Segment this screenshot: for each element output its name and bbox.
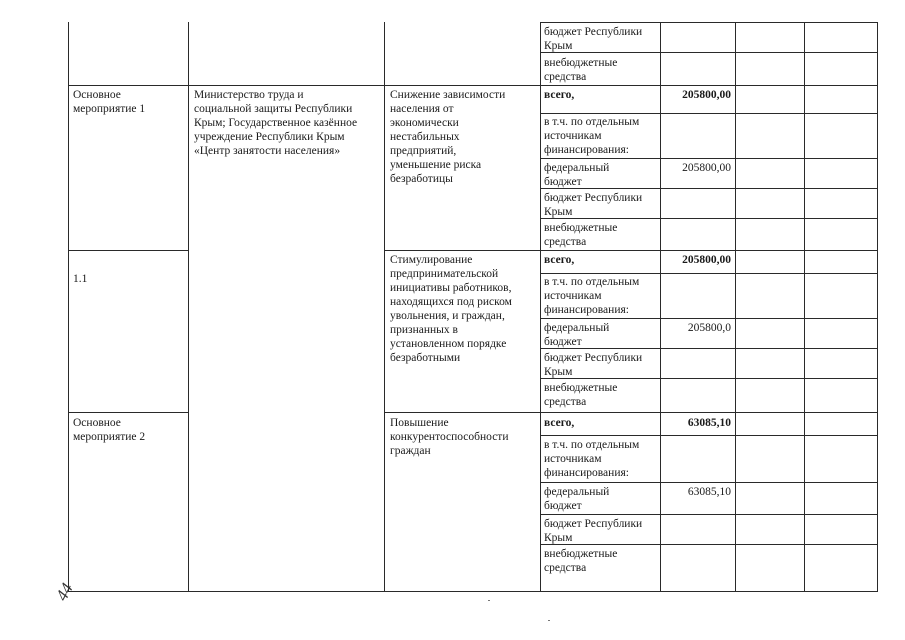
activity-code: Основное мероприятие 2 xyxy=(73,417,146,443)
description-cell: Стимулирование предпринимательской инициативы работников, находящихся под риском увольнения, и граждан, признанных в установленном порядке безработными xyxy=(390,254,512,364)
col-border-1 xyxy=(188,22,189,592)
description-cell: Снижение зависимости населения от экономически нестабильных предприятий, уменьшение риска безработицы xyxy=(390,89,506,185)
row-border xyxy=(540,435,878,436)
group-border xyxy=(384,412,878,413)
amount-cell: 63085,10 xyxy=(687,417,731,429)
page-number-mark: 44 xyxy=(52,579,77,604)
description-cell: Повышение конкурентоспособности граждан xyxy=(390,417,509,457)
source-cell: бюджет Республики Крым xyxy=(544,192,643,218)
amount-cell: 205800,00 xyxy=(682,254,731,266)
group-border xyxy=(68,85,878,86)
source-cell: бюджет Республики Крым xyxy=(544,26,643,52)
row-border xyxy=(540,482,878,483)
source-cell: федеральный бюджет xyxy=(544,162,610,188)
col-border-7 xyxy=(877,22,878,592)
source-cell: всего, xyxy=(544,89,575,101)
group-border xyxy=(68,250,188,251)
row-border xyxy=(540,514,878,515)
table-bottom-border xyxy=(68,591,878,592)
col-border-6 xyxy=(804,22,805,592)
scan-speck xyxy=(548,620,550,621)
executor-cell: Министерство труда и социальной защиты Республики Крым; Государственное казённое учреждение Республики Крым «Центр занятости населения» xyxy=(194,89,358,157)
source-cell: всего, xyxy=(544,254,575,266)
col-border-3 xyxy=(540,22,541,592)
source-cell: в т.ч. по отдельным источникам финансирования: xyxy=(544,439,640,479)
amount-cell: 63085,10 xyxy=(687,486,731,498)
source-cell: внебюджетные средства xyxy=(544,222,618,248)
group-border xyxy=(384,250,878,251)
scan-speck xyxy=(488,600,490,601)
source-cell: в т.ч. по отдельным источникам финансирования: xyxy=(544,116,640,156)
source-cell: в т.ч. по отдельным источникам финансирования: xyxy=(544,276,640,316)
group-border xyxy=(68,412,188,413)
col-border-4 xyxy=(660,22,661,592)
col-border-0 xyxy=(68,22,69,592)
source-cell: внебюджетные средства xyxy=(544,382,618,408)
source-cell: федеральный бюджет xyxy=(544,322,610,348)
source-cell: бюджет Республики Крым xyxy=(544,352,643,378)
source-cell: бюджет Республики Крым xyxy=(544,518,643,544)
col-border-2 xyxy=(384,22,385,592)
source-cell: внебюджетные средства xyxy=(544,57,618,83)
row-border xyxy=(540,273,878,274)
source-cell: внебюджетные средства xyxy=(544,548,618,574)
source-cell: федеральный бюджет xyxy=(544,486,610,512)
col-border-5 xyxy=(735,22,736,592)
activity-code: Основное мероприятие 1 xyxy=(73,89,146,115)
amount-cell: 205800,0 xyxy=(687,322,731,334)
amount-cell: 205800,00 xyxy=(682,162,731,174)
amount-cell: 205800,00 xyxy=(682,89,731,101)
row-border xyxy=(540,22,878,23)
funding-table xyxy=(68,22,878,592)
row-border xyxy=(540,318,878,319)
activity-code: 1.1 xyxy=(73,273,88,285)
row-border xyxy=(540,113,878,114)
source-cell: всего, xyxy=(544,417,575,429)
row-border xyxy=(540,158,878,159)
